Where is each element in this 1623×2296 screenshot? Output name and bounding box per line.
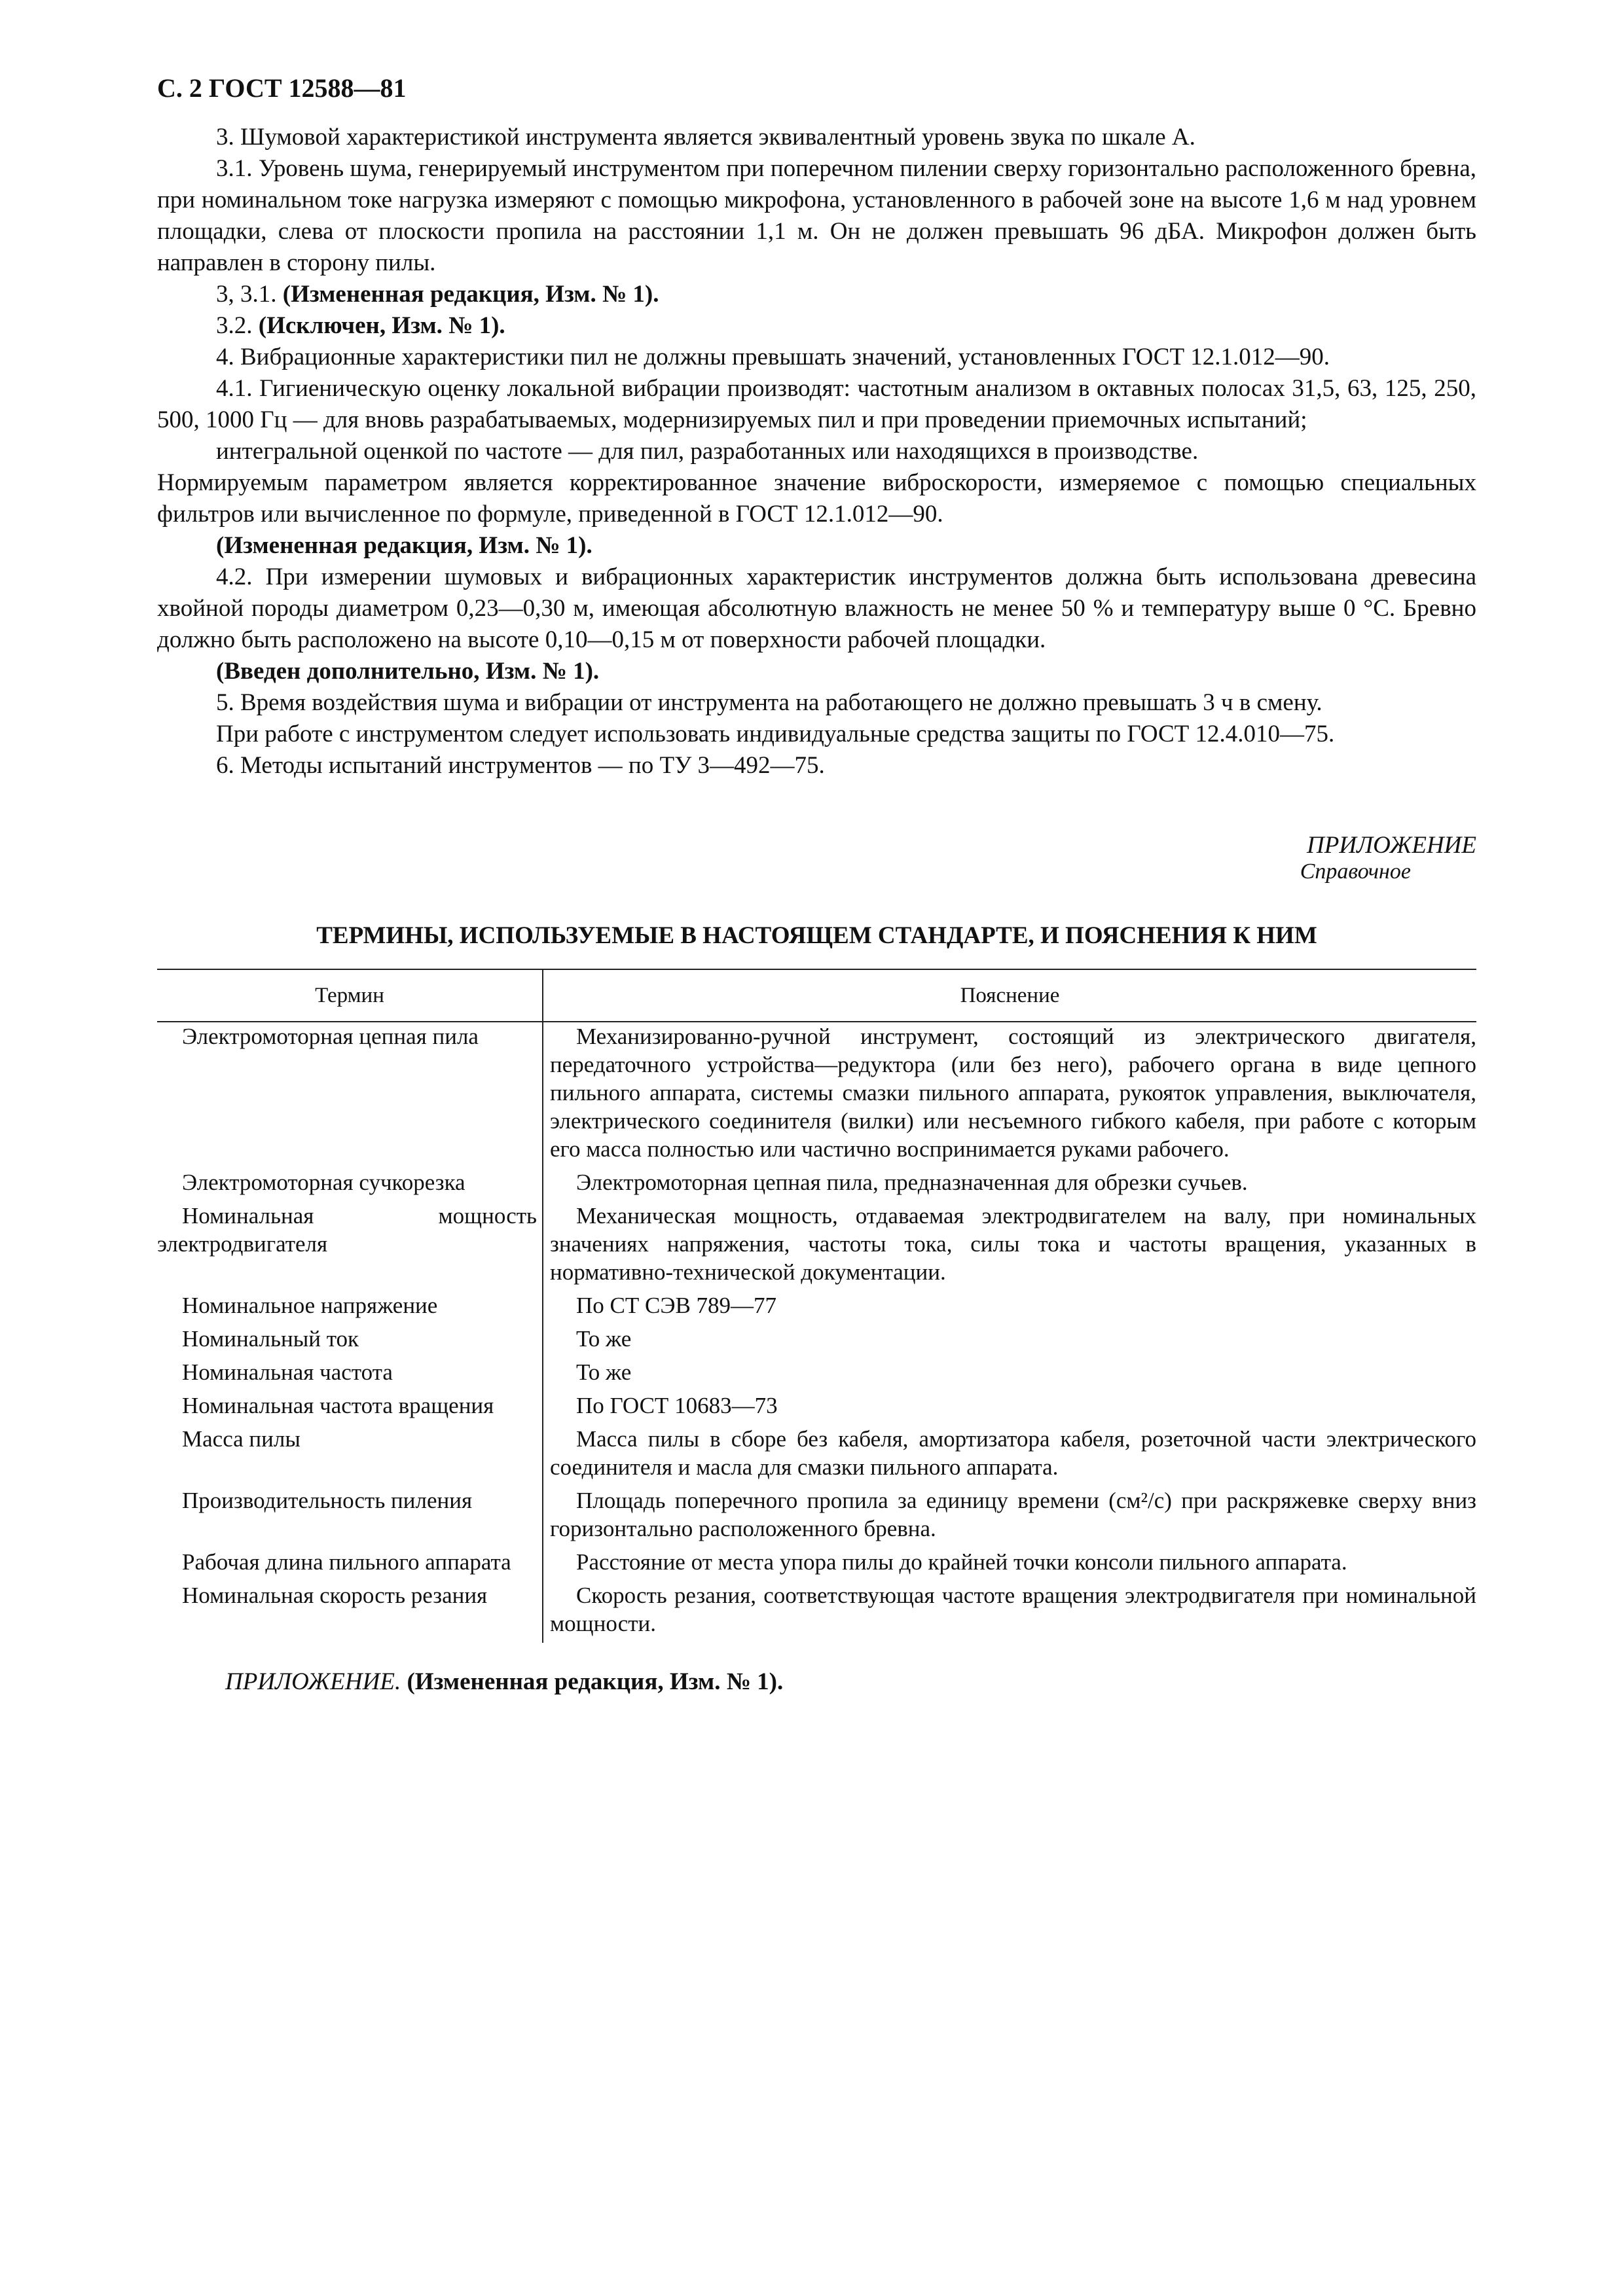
explanation-cell: То же — [543, 1325, 1476, 1358]
explanation-cell: Скорость резания, соответствующая частоте вращения электродвигателя при номинальной мощности. — [543, 1581, 1476, 1643]
term-cell: Номинальный ток — [182, 1326, 359, 1352]
paragraph-3: 3. Шумовой характеристикой инструмента является эквивалентный уровень звука по шкале А. — [216, 124, 1195, 151]
table-row — [157, 1391, 1476, 1425]
term-cell: Номинальная мощность электродвигателя — [157, 1203, 537, 1257]
term-cell: Номинальная скорость резания — [182, 1583, 488, 1608]
paragraph-4-1: 4.1. Гигиеническую оценку локальной вибрации производят: частотным анализом в октавных полосах 31,5, 63, 125, 250, 500, 1000 Гц — для вновь разрабатываемых, модернизируемых пил и при проведении приемочных испытаний; — [157, 375, 1476, 433]
table-row — [157, 1581, 1476, 1643]
appendix-amendment-note — [157, 1666, 1476, 1698]
term-cell: Масса пилы — [182, 1426, 301, 1452]
paragraph-4-1-c: Нормируемым параметром является корректированное значение виброскорости, измеряемое с помощью специальных фильтров или вычисленное по формуле, приведенной в ГОСТ 12.1.012—90. — [157, 469, 1476, 528]
table-row — [157, 1168, 1476, 1202]
table-row — [157, 1486, 1476, 1548]
paragraph-4-1-b: интегральной оценкой по частоте — для пил, разработанных или находящихся в производстве. — [216, 438, 1199, 465]
paragraph-3-2 — [157, 310, 1476, 342]
paragraph-3-1: 3.1. Уровень шума, генерируемый инструментом при поперечном пилении сверху горизонтально расположенного бревна, при номинальном токе нагрузка измеряют с помощью микрофона, установленного в рабочей зоне на высоте 1,6 м над уровнем площадки, слева от плоскости пропила на расстоянии 1,1 м. Он не должен превышать 96 дБА. Микрофон должен быть направлен в сторону пилы. — [157, 155, 1476, 276]
paragraph-5-b: При работе с инструментом следует использовать индивидуальные средства защиты по ГОСТ 12.4.010—75. — [216, 721, 1335, 747]
paragraph-6: 6. Методы испытаний инструментов — по ТУ 3—492—75. — [216, 752, 825, 779]
term-cell: Рабочая длина пильного аппарата — [182, 1549, 511, 1575]
explanation-cell: То же — [543, 1358, 1476, 1391]
amendment-note-4-1: (Измененная редакция, Изм. № 1). — [216, 532, 593, 559]
appendix-amendment-label: ПРИЛОЖЕНИЕ. — [225, 1668, 401, 1695]
table-row — [157, 1548, 1476, 1581]
table-row — [157, 1202, 1476, 1291]
table-header-row — [157, 969, 1476, 1022]
explanation-cell: Механизированно-ручной инструмент, состоящий из электрического двигателя, передаточного устройства—редуктора (или без него), рабочего органа в виде цепного пильного аппарата, системы смазки пильного аппарата, рукояток управления, выключателя, электрического соединителя (вилки) или несъемного гибкого кабеля, при работе с которым его масса полностью или частично воспринимается руками рабочего. — [543, 1022, 1476, 1168]
table-row — [157, 1022, 1476, 1168]
term-cell: Электромоторная сучкорезка — [182, 1170, 465, 1195]
term-cell: Номинальная частота вращения — [182, 1393, 494, 1418]
explanation-cell: Электромоторная цепная пила, предназначенная для обрезки сучьев. — [543, 1168, 1476, 1202]
explanation-cell: По ГОСТ 10683—73 — [543, 1391, 1476, 1425]
explanation-cell: Площадь поперечного пропила за единицу времени (см²/с) при раскряжевке сверху вниз горизонтально расположенного бревна. — [543, 1486, 1476, 1548]
explanation-cell: Механическая мощность, отдаваемая электродвигателем на валу, при номинальных значениях напряжения, частоты тока, силы тока и частоты вращения, указанных в нормативно-технической документации. — [543, 1202, 1476, 1291]
table-row — [157, 1358, 1476, 1391]
explanation-cell: Расстояние от места упора пилы до крайней точки консоли пильного аппарата. — [543, 1548, 1476, 1581]
column-header-explanation: Пояснение — [543, 969, 1476, 1022]
term-cell: Номинальная частота — [182, 1359, 393, 1385]
amendment-note-4-2: (Введен дополнительно, Изм. № 1). — [216, 658, 600, 685]
table-row — [157, 1291, 1476, 1325]
appendix-amendment-text: (Измененная редакция, Изм. № 1). — [407, 1668, 784, 1695]
paragraph-3-2-prefix: 3.2. — [216, 312, 259, 339]
explanation-cell: Масса пилы в сборе без кабеля, амортизатора кабеля, розеточной части электрического соединителя и масла для смазки пильного аппарата. — [543, 1425, 1476, 1486]
table-row — [157, 1425, 1476, 1486]
paragraph-3-2-text: (Исключен, Изм. № 1). — [258, 312, 505, 339]
column-header-term: Термин — [157, 969, 543, 1022]
term-cell: Номинальное напряжение — [182, 1293, 438, 1318]
paragraph-4-2: 4.2. При измерении шумовых и вибрационных характеристик инструментов должна быть использована древесина хвойной породы диаметром 0,23—0,30 м, имеющая абсолютную влажность не менее 50 % и температуру выше 0 °С. Бревно должно быть расположено на высоте 0,10—0,15 м от поверхности рабочей площадки. — [157, 564, 1476, 653]
appendix-label: ПРИЛОЖЕНИЕ — [1307, 832, 1476, 859]
table-row — [157, 1325, 1476, 1358]
paragraph-4: 4. Вибрационные характеристики пил не должны превышать значений, установленных ГОСТ 12.1.012—90. — [216, 344, 1330, 370]
appendix-sublabel: Справочное — [1300, 859, 1411, 884]
term-cell: Электромоторная цепная пила — [182, 1024, 479, 1049]
explanation-cell: По СТ СЭВ 789—77 — [543, 1291, 1476, 1325]
term-cell: Производительность пиления — [182, 1488, 473, 1513]
document-page — [157, 72, 1476, 1698]
page-header: С. 2 ГОСТ 12588—81 — [157, 73, 407, 103]
appendix-title: ТЕРМИНЫ, ИСПОЛЬЗУЕМЫЕ В НАСТОЯЩЕМ СТАНДАРТЕ, И ПОЯСНЕНИЯ К НИМ — [316, 922, 1317, 949]
amendment-note-3-text: (Измененная редакция, Изм. № 1). — [282, 281, 659, 308]
paragraph-5: 5. Время воздействия шума и вибрации от инструмента на работающего не должно превышать 3 ч в смену. — [216, 689, 1322, 716]
amendment-note-3 — [157, 279, 1476, 310]
terms-table — [157, 969, 1476, 1643]
amendment-note-3-prefix: 3, 3.1. — [216, 281, 283, 308]
